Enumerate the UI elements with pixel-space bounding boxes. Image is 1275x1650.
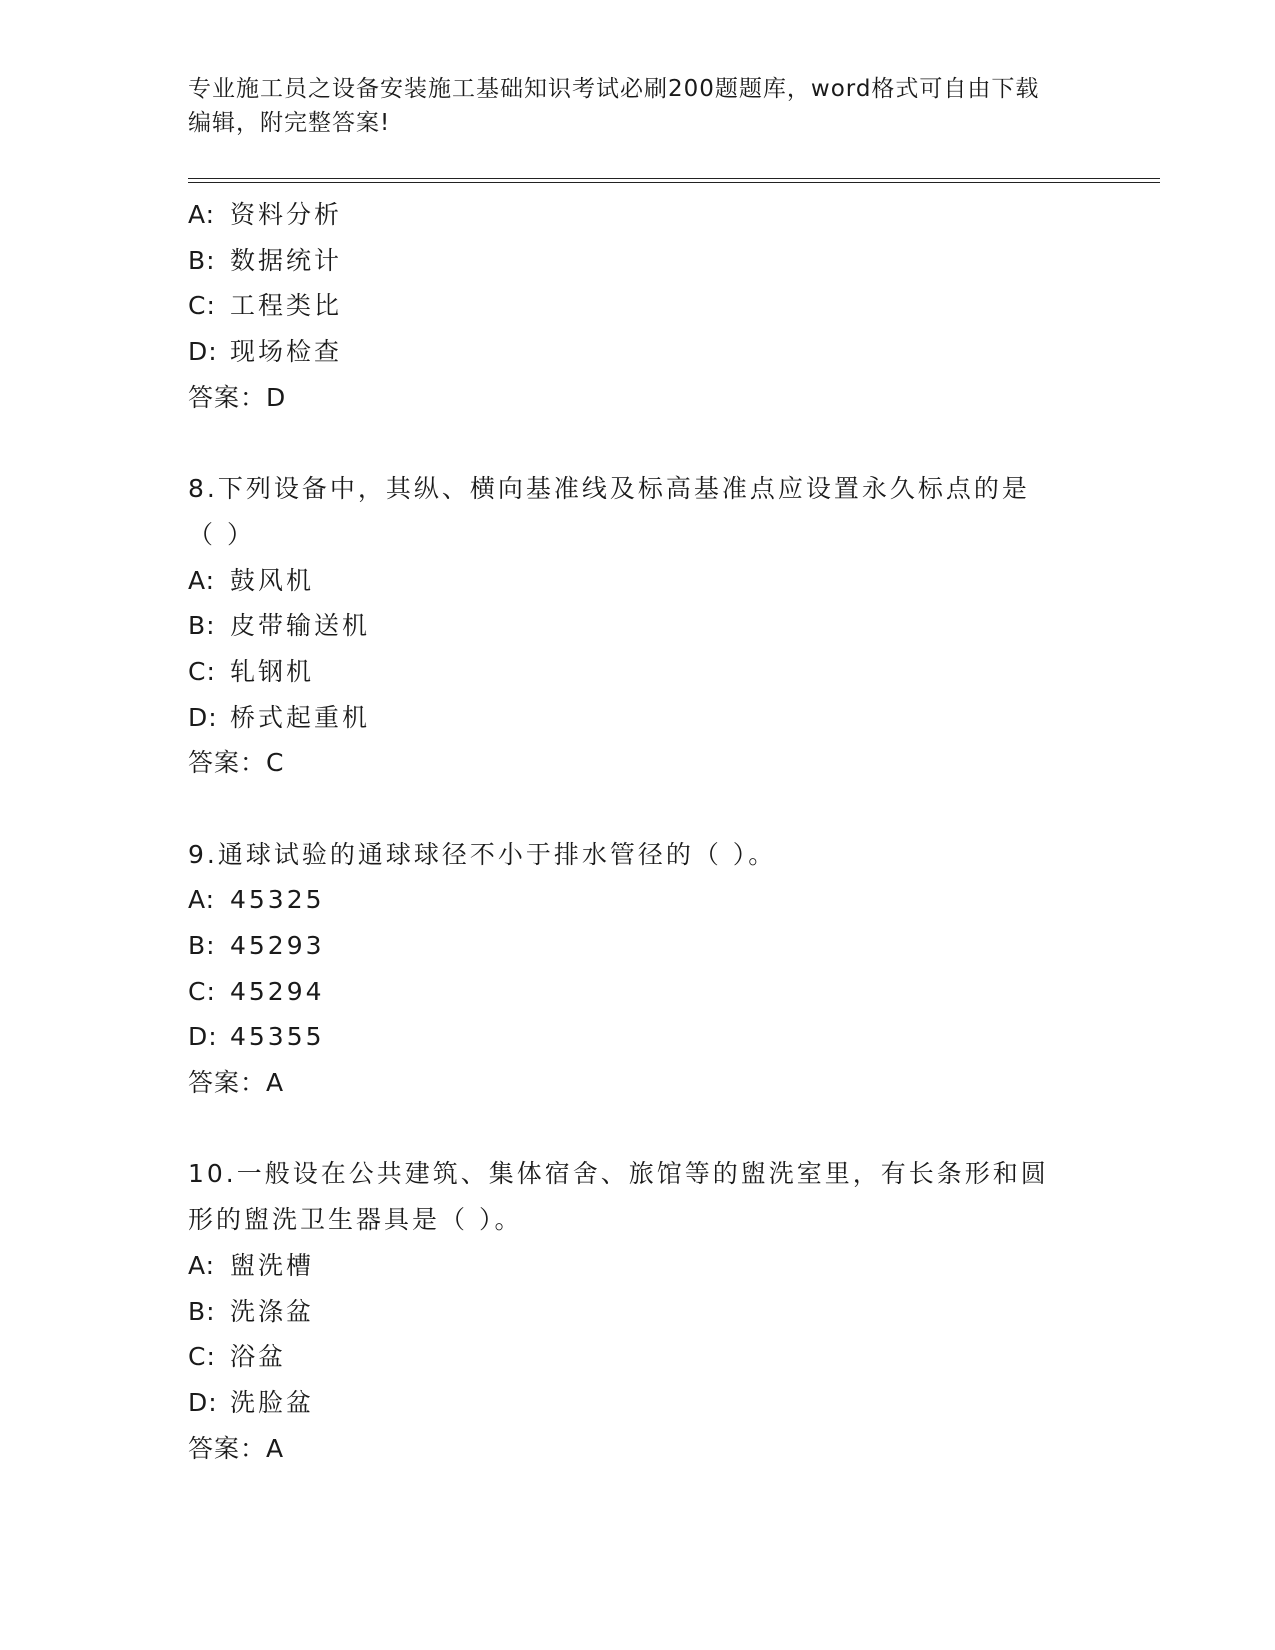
option-text: 鼓风机 — [230, 565, 315, 595]
option-key: D: — [188, 702, 218, 732]
option-a — [188, 877, 1088, 923]
header-divider — [188, 178, 1160, 183]
document-header — [188, 72, 1068, 140]
option-key: A: — [188, 885, 216, 915]
option-d — [188, 329, 1088, 375]
question-stem: 8.下列设备中，其纵、横向基准线及标高基准点应设置永久标点的是 — [188, 474, 1030, 504]
answer-line: 答案：A — [188, 1068, 285, 1098]
option-text: 浴盆 — [230, 1342, 287, 1372]
answer-line: 答案：C — [188, 748, 285, 778]
question-stem: 9.通球试验的通球球径不小于排水管径的（ ）。 — [188, 839, 777, 869]
answer-line: 答案：D — [188, 382, 287, 412]
option-text: 洗脸盆 — [230, 1387, 315, 1417]
option-key: C: — [188, 291, 216, 321]
option-b — [188, 238, 1088, 284]
option-a — [188, 192, 1088, 238]
option-key: B: — [188, 611, 216, 641]
option-text: 资料分析 — [230, 200, 343, 229]
option-b — [188, 603, 1088, 649]
option-d — [188, 1014, 1088, 1060]
option-key: D: — [188, 1022, 218, 1052]
option-c — [188, 649, 1088, 695]
question-10 — [188, 1151, 1088, 1471]
option-text: 桥式起重机 — [230, 702, 371, 732]
option-key: D: — [188, 337, 218, 367]
option-text: 工程类比 — [230, 291, 343, 321]
option-key: B: — [188, 245, 216, 275]
option-key: C: — [188, 976, 216, 1006]
spacer — [188, 786, 1088, 832]
answer-line: 答案：A — [188, 1433, 285, 1463]
option-c — [188, 969, 1088, 1015]
question-stem-continued: 形的盥洗卫生器具是（ ）。 — [188, 1205, 523, 1235]
option-text: 洗涤盆 — [230, 1296, 315, 1326]
option-d — [188, 1380, 1088, 1426]
header-title-line1: 专业施工员之设备安装施工基础知识考试必刷200题题库，word格式可自由下载 — [188, 76, 1040, 102]
option-key: A: — [188, 565, 216, 595]
option-key: A: — [188, 1250, 216, 1280]
option-b — [188, 1289, 1088, 1335]
option-text: 45293 — [230, 931, 325, 960]
option-c — [188, 1334, 1088, 1380]
option-d — [188, 695, 1088, 741]
option-key: C: — [188, 1342, 216, 1372]
option-key: D: — [188, 1387, 218, 1417]
option-text: 皮带输送机 — [230, 611, 371, 641]
question-8 — [188, 466, 1088, 786]
spacer — [188, 1106, 1088, 1152]
spacer — [188, 420, 1088, 466]
header-title-line2: 编辑，附完整答案! — [188, 110, 391, 136]
option-a — [188, 1243, 1088, 1289]
option-text: 45294 — [230, 976, 325, 1006]
option-text: 45355 — [230, 1022, 325, 1052]
option-text: 45325 — [230, 885, 325, 915]
option-c — [188, 283, 1088, 329]
option-key: C: — [188, 656, 216, 686]
option-b — [188, 923, 1088, 969]
question-stem: 10.一般设在公共建筑、集体宿舍、旅馆等的盥洗室里，有长条形和圆 — [188, 1159, 1049, 1189]
option-text: 数据统计 — [230, 245, 343, 275]
option-key: B: — [188, 931, 216, 960]
question-content — [188, 192, 1088, 1471]
option-text: 轧钢机 — [230, 656, 315, 686]
option-a — [188, 558, 1088, 604]
option-text: 现场检查 — [230, 337, 343, 367]
option-text: 盥洗槽 — [230, 1250, 315, 1280]
question-stem-continued: （ ） — [188, 519, 255, 549]
option-key: A: — [188, 200, 216, 229]
option-key: B: — [188, 1296, 216, 1326]
question-7-continuation — [188, 192, 1088, 420]
question-9 — [188, 832, 1088, 1106]
